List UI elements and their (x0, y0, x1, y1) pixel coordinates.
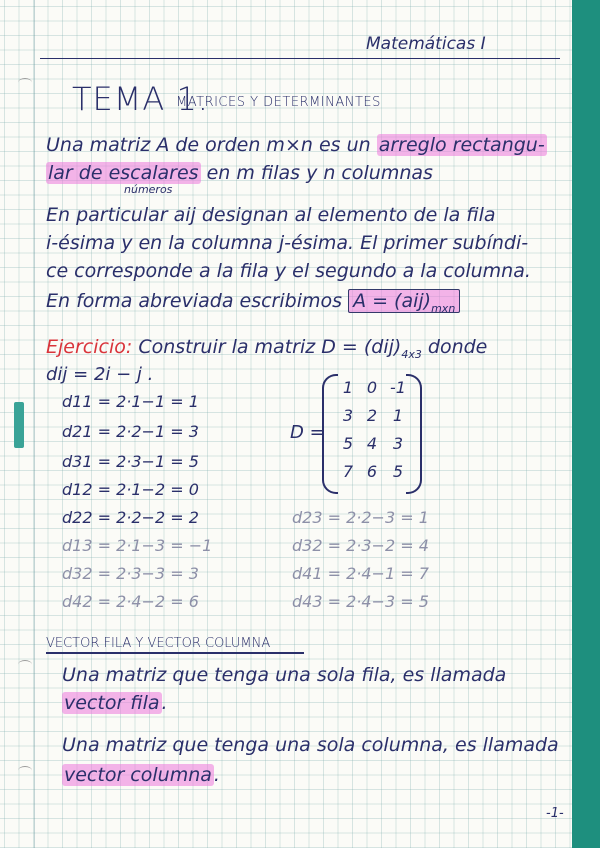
definition-line-4: i-ésima y en la columna j-ésima. El primer subíndi- (46, 232, 529, 254)
calc-line: d22 = 2·2−2 = 2 (62, 508, 199, 527)
highlight-arreglo: arreglo rectangu- (378, 134, 545, 156)
matrix-entry: 3 (392, 434, 404, 453)
definition-line-1 (46, 134, 547, 156)
section-heading-underline (46, 652, 304, 654)
definition-line-2 (46, 162, 433, 184)
calc-line: d23 = 2·2−3 = 1 (292, 508, 429, 527)
formula-subscript: mxn (431, 301, 456, 315)
vector-columna-line: Una matriz que tenga una sola columna, es llamada (62, 734, 559, 756)
exercise-text: Construir la matriz D = (dij) (138, 336, 402, 358)
punch-mark (18, 766, 32, 775)
highlight-escalares: lar de escalares (48, 162, 199, 184)
definition-text: En forma abreviada escribimos (46, 290, 343, 312)
section-heading: VECTOR FILA Y VECTOR COLUMNA (46, 636, 271, 651)
exercise-statement (46, 336, 487, 361)
matrix-entry: 1 (392, 406, 404, 425)
notebook-edge-band (572, 0, 600, 848)
definition-line-3: En particular aij designan al elemento de la fila (46, 204, 496, 226)
definition-text: en m filas y n columnas (206, 162, 433, 184)
calc-line: d32 = 2·3−3 = 3 (62, 564, 199, 583)
margin-line (34, 0, 35, 848)
calc-line: d41 = 2·4−1 = 7 (292, 564, 429, 583)
calc-line: d31 = 2·3−1 = 5 (62, 452, 199, 471)
exercise-label: Ejercicio: (46, 336, 133, 358)
matrix-entry: 5 (392, 462, 404, 481)
matrix-d (322, 374, 422, 490)
matrix-entry: 7 (342, 462, 354, 481)
vector-fila-term: vector fila . (64, 692, 168, 714)
calc-line: d42 = 2·4−2 = 6 (62, 592, 199, 611)
calc-line: d21 = 2·2−1 = 3 (62, 422, 199, 441)
definition-text: Una matriz A de orden m×n es un (46, 134, 371, 156)
matrix-entry: 3 (342, 406, 354, 425)
highlight-vector-columna: vector columna (64, 764, 212, 786)
definition-line-6 (46, 290, 460, 315)
formula-box (348, 289, 460, 313)
vector-columna-term: vector columna . (64, 764, 220, 786)
definition-line-5: ce corresponde a la fila y el segundo a la columna. (46, 260, 531, 282)
calc-line: d32 = 2·3−2 = 4 (292, 536, 429, 555)
calc-line: d12 = 2·1−2 = 0 (62, 480, 199, 499)
matrix-entry: 0 (366, 378, 378, 397)
matrix-entry: 4 (366, 434, 378, 453)
topic-subtitle: MATRICES Y DETERMINANTES (176, 95, 381, 110)
page-number: -1- (546, 806, 564, 821)
brand-logo (14, 402, 24, 448)
vector-fila-line: Una matriz que tenga una sola fila, es llamada (62, 664, 507, 686)
matrix-entry: 2 (366, 406, 378, 425)
matrix-entry: 6 (366, 462, 378, 481)
calc-line: d13 = 2·1−3 = −1 (62, 536, 213, 555)
matrix-entry: 1 (342, 378, 354, 397)
matrix-entry: 5 (342, 434, 354, 453)
highlight-vector-fila: vector fila (64, 692, 160, 714)
header-rule (40, 58, 560, 59)
matrix-label: D = (290, 422, 325, 443)
calc-line: d43 = 2·4−3 = 5 (292, 592, 429, 611)
subject-header: Matemáticas I (366, 34, 486, 54)
exercise-text-end: donde (427, 336, 488, 358)
punch-mark (18, 660, 32, 669)
matrix-entry: -1 (390, 378, 406, 397)
exercise-subscript: 4x3 (401, 347, 422, 361)
exercise-rule: dij = 2i − j . (46, 364, 154, 385)
formula-text: A = (aij) (353, 290, 432, 312)
annotation-numeros: números (124, 183, 173, 196)
topic-title: TEMA 1. (72, 80, 209, 118)
punch-mark (18, 78, 32, 87)
calc-line: d11 = 2·1−1 = 1 (62, 392, 199, 411)
